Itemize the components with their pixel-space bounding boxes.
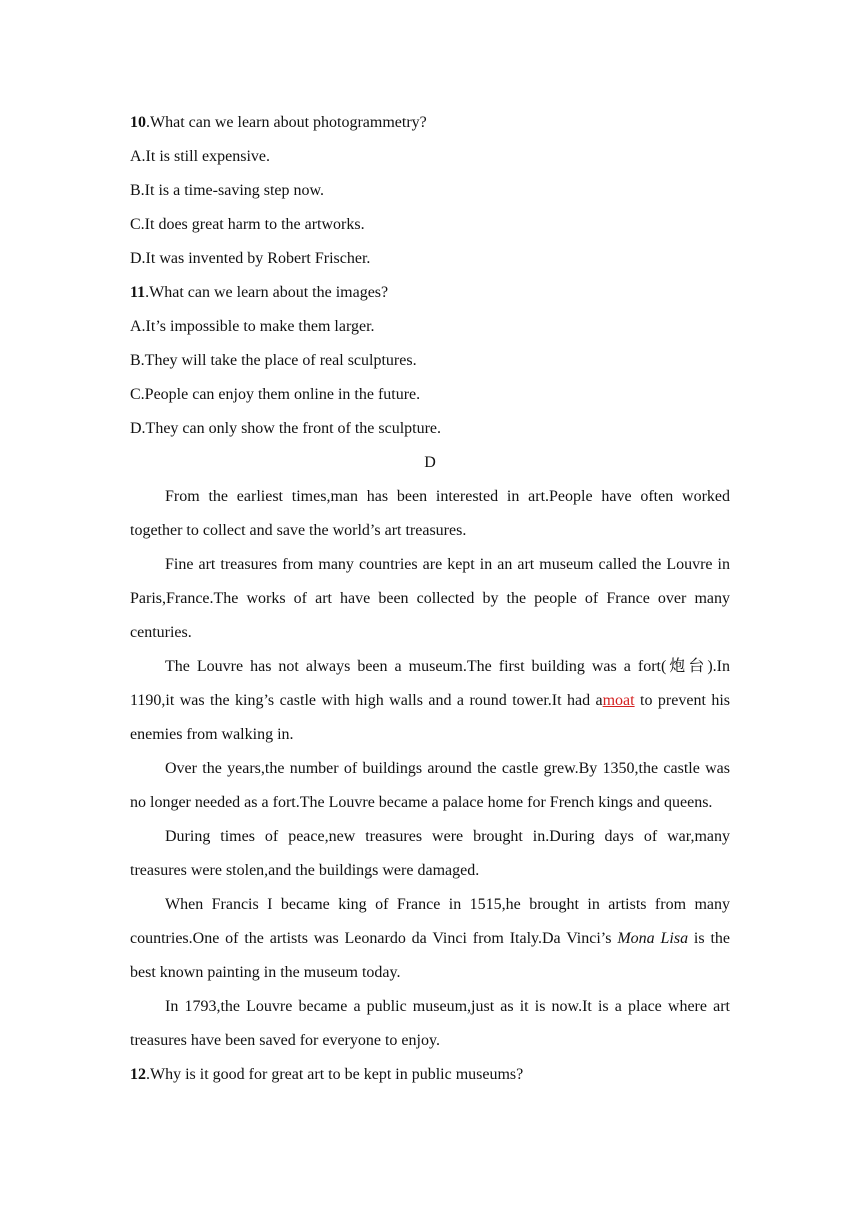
question-number: 12	[130, 1066, 146, 1083]
question-11	[130, 276, 730, 310]
question-stem: .What can we learn about the images?	[145, 284, 389, 301]
paragraph-5: During times of peace,new treasures were brought in.During days of war,many treasures were stolen,and the buildings were damaged.	[130, 828, 730, 879]
paragraph-3-text-a: The Louvre has not always been a museum.The first building was a fort(炮台).In 1190,it was the king’s castle with high walls and a round tower.It had a	[130, 658, 730, 709]
highlighted-word-moat: moat	[602, 692, 635, 709]
option-d: D.They can only show the front of the sculpture.	[130, 420, 442, 437]
option-a: A.It is still expensive.	[130, 148, 270, 165]
document-page	[130, 106, 730, 1092]
paragraph-3-text-b: to prevent his enemies from walking in.	[130, 692, 731, 743]
option-c: C.It does great harm to the artworks.	[130, 216, 365, 233]
question-stem: .What can we learn about photogrammetry?	[146, 114, 427, 131]
paragraph-3	[130, 650, 730, 752]
paragraph-6	[130, 888, 730, 990]
paragraph-4: Over the years,the number of buildings around the castle grew.By 1350,the castle was no longer needed as a fort.The Louvre became a palace home for French kings and queens.	[130, 760, 730, 811]
paragraph-1: From the earliest times,man has been interested in art.People have often worked together to collect and save the world’s art treasures.	[130, 488, 730, 539]
option-c: C.People can enjoy them online in the future.	[130, 386, 421, 403]
question-12	[130, 1058, 730, 1092]
painting-title: Mona Lisa	[617, 930, 689, 947]
option-b: B.It is a time-saving step now.	[130, 182, 325, 199]
question-10	[130, 106, 730, 140]
option-b: B.They will take the place of real sculptures.	[130, 352, 417, 369]
question-number: 11	[130, 284, 146, 301]
paragraph-6-text-b: is the best known painting in the museum today.	[130, 930, 730, 981]
passage-letter: D	[424, 454, 436, 471]
paragraph-2: Fine art treasures from many countries are kept in an art museum called the Louvre in Paris,France.The works of art have been collected by the people of France over many centuries.	[130, 556, 730, 641]
option-a: A.It’s impossible to make them larger.	[130, 318, 375, 335]
question-number: 10	[130, 114, 146, 131]
paragraph-6-text-a: When Francis I became king of France in 1515,he brought in artists from many countries.One of the artists was Leonardo da Vinci from Italy.Da Vinci’s	[130, 896, 730, 947]
option-d: D.It was invented by Robert Frischer.	[130, 250, 371, 267]
paragraph-7: In 1793,the Louvre became a public museum,just as it is now.It is a place where art treasures have been saved for everyone to enjoy.	[130, 998, 730, 1049]
question-stem: .Why is it good for great art to be kept in public museums?	[146, 1066, 524, 1083]
